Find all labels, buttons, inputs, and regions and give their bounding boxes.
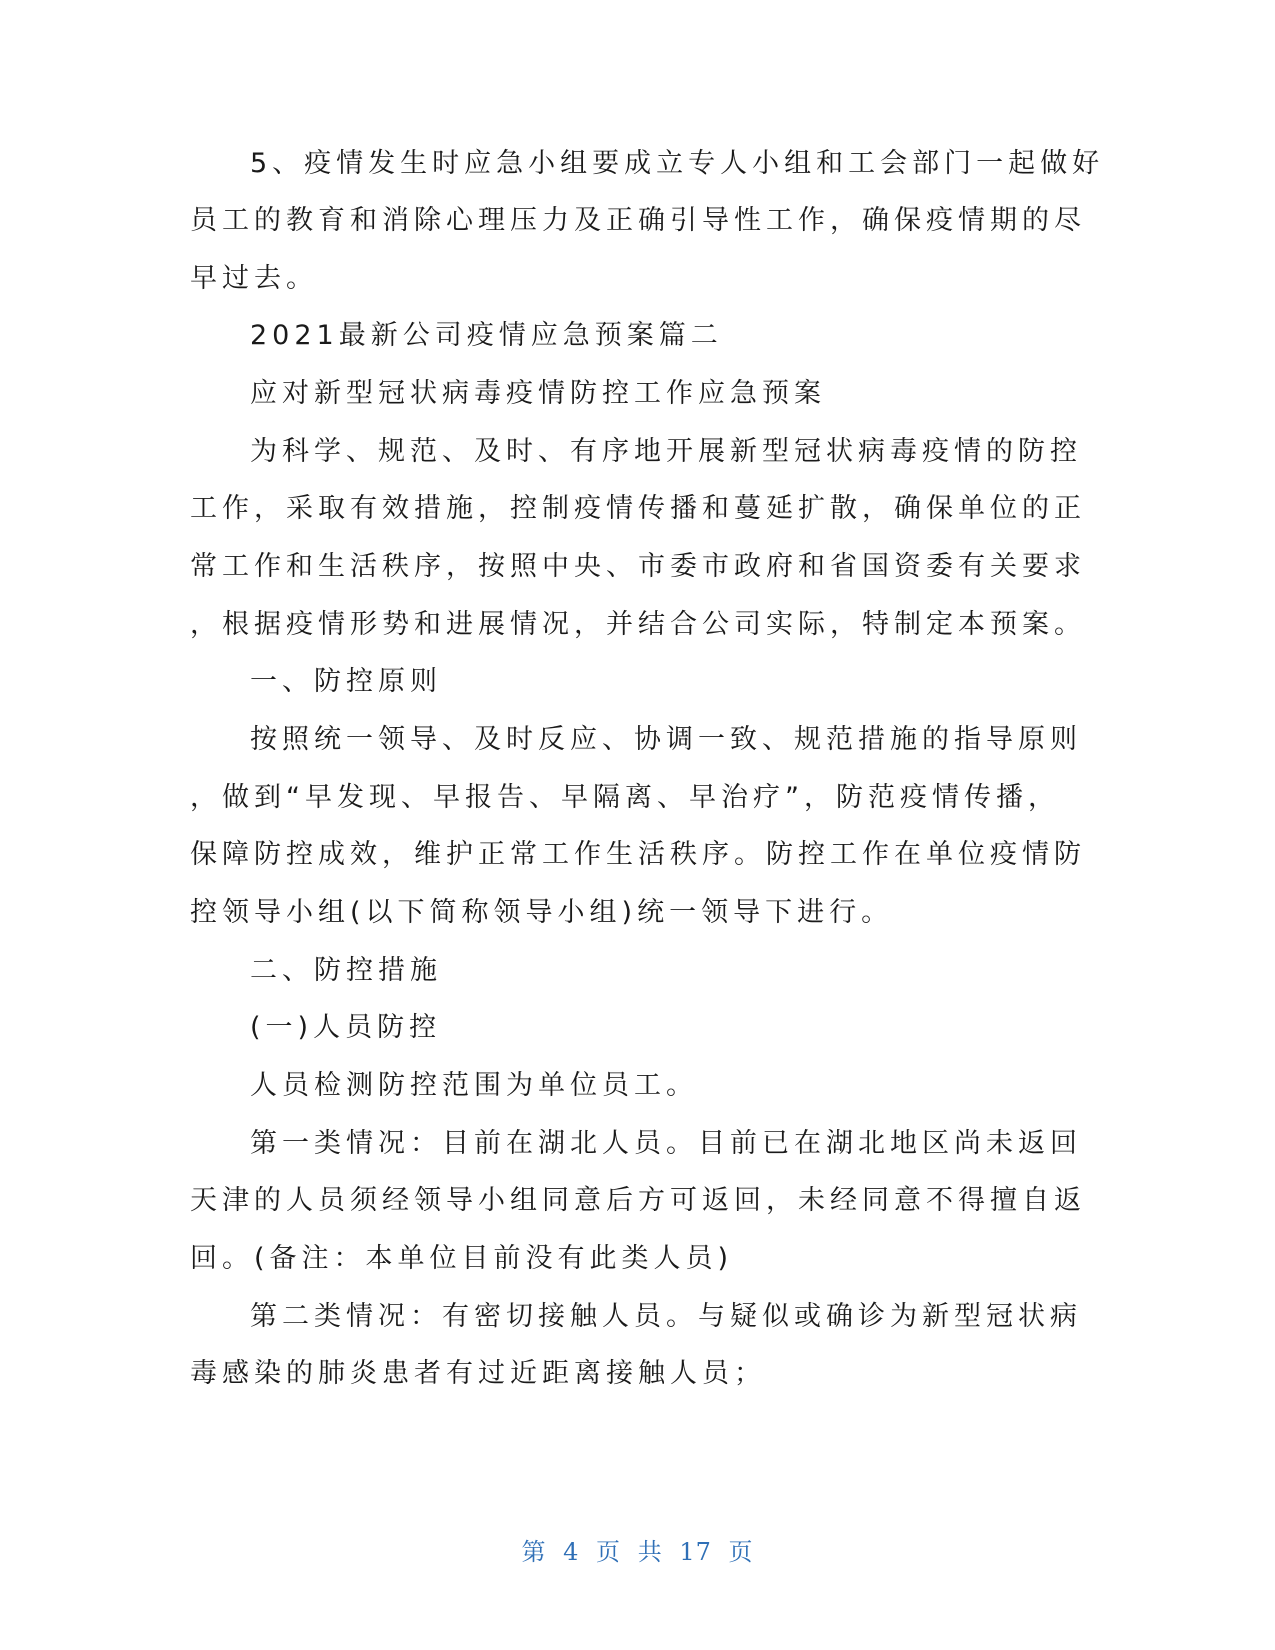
text-line: 回。(备注：本单位目前没有此类人员) xyxy=(190,1243,734,1274)
text-line: 第一类情况：目前在湖北人员。目前已在湖北地区尚未返回 xyxy=(250,1128,1082,1159)
text-line: 按照统一领导、及时反应、协调一致、规范措施的指导原则 xyxy=(250,724,1082,755)
text-line: 保障防控成效，维护正常工作生活秩序。防控工作在单位疫情防 xyxy=(190,839,1086,870)
text-line: 工作，采取有效措施，控制疫情传播和蔓延扩散，确保单位的正 xyxy=(190,493,1086,524)
text-line: 常工作和生活秩序，按照中央、市委市政府和省国资委有关要求 xyxy=(190,551,1086,582)
section-title: 2021最新公司疫情应急预案篇二 xyxy=(250,320,723,351)
page-unit: 页 xyxy=(596,1538,622,1566)
total-pages: 17 xyxy=(679,1538,712,1566)
text-line: 天津的人员须经领导小组同意后方可返回，未经同意不得擅自返 xyxy=(190,1185,1086,1216)
text-line: 毒感染的肺炎患者有过近距离接触人员； xyxy=(190,1358,766,1389)
subheading-personnel: (一)人员防控 xyxy=(250,1012,442,1043)
total-label: 共 xyxy=(637,1538,663,1566)
text-line: 人员检测防控范围为单位员工。 xyxy=(250,1070,698,1101)
text-line: ，根据疫情形势和进展情况，并结合公司实际，特制定本预案。 xyxy=(190,609,1086,640)
heading-principles: 一、防控原则 xyxy=(250,666,442,697)
text-line: ，做到“早发现、早报告、早隔离、早治疗”，防范疫情传播， xyxy=(190,782,1060,813)
document-title: 应对新型冠状病毒疫情防控工作应急预案 xyxy=(250,378,826,409)
text-line: 5、疫情发生时应急小组要成立专人小组和工会部门一起做好 xyxy=(250,148,1105,179)
page-number: 4 xyxy=(563,1538,580,1566)
text-line: 为科学、规范、及时、有序地开展新型冠状病毒疫情的防控 xyxy=(250,436,1082,467)
text-line: 员工的教育和消除心理压力及正确引导性工作，确保疫情期的尽 xyxy=(190,205,1086,236)
total-unit: 页 xyxy=(728,1538,754,1566)
heading-measures: 二、防控措施 xyxy=(250,955,442,986)
page-footer xyxy=(0,1532,1275,1567)
text-line: 早过去。 xyxy=(190,263,318,294)
page-label: 第 xyxy=(521,1538,547,1566)
text-line: 控领导小组(以下简称领导小组)统一领导下进行。 xyxy=(190,897,894,928)
text-line: 第二类情况：有密切接触人员。与疑似或确诊为新型冠状病 xyxy=(250,1301,1082,1332)
